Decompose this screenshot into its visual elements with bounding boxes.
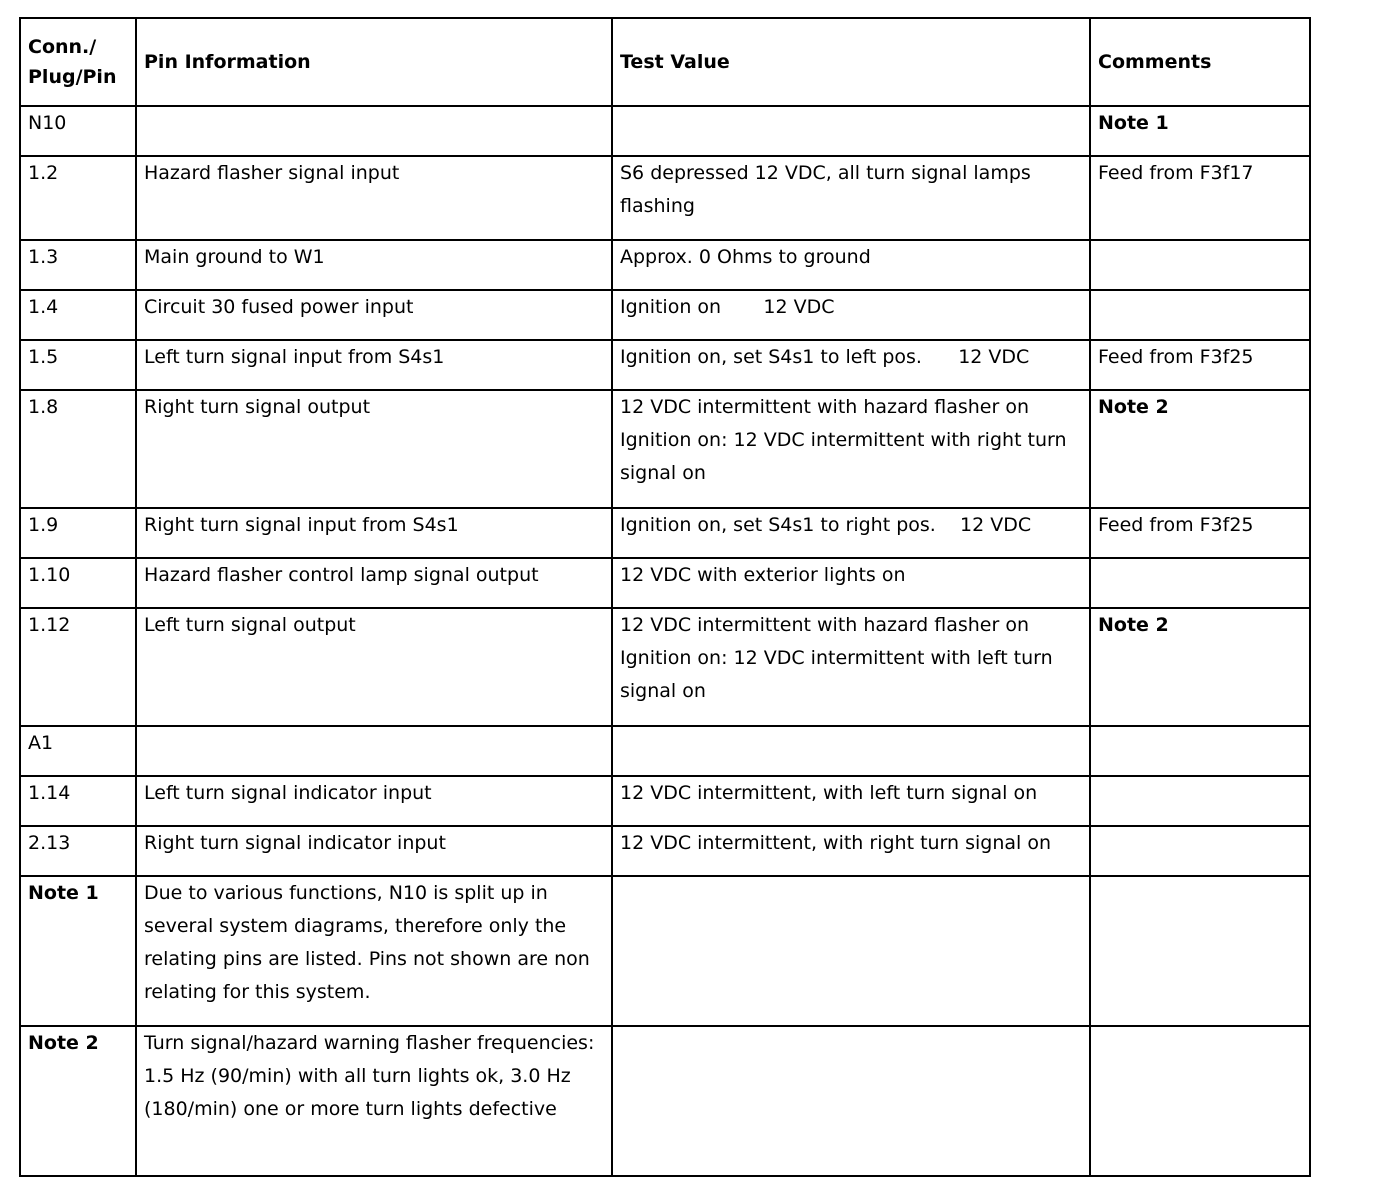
note-label: Note 2 xyxy=(20,1026,136,1176)
pin-cell: 1.4 xyxy=(20,290,136,340)
note-text: Turn signal/hazard warning flasher frequencies: 1.5 Hz (90/min) with all turn lights ok, 3.0 Hz (180/min) one or more turn lights defective xyxy=(136,1026,612,1176)
comment-cell: Feed from F3f17 xyxy=(1090,156,1310,240)
table-row xyxy=(20,776,1310,826)
test-cell xyxy=(612,106,1090,156)
pin-cell: N10 xyxy=(20,106,136,156)
test-cell: Ignition on, set S4s1 to right pos. 12 VDC xyxy=(612,508,1090,558)
comment-cell xyxy=(1090,290,1310,340)
comment-cell: Feed from F3f25 xyxy=(1090,340,1310,390)
empty-cell xyxy=(1090,1026,1310,1176)
comment-cell: Feed from F3f25 xyxy=(1090,508,1310,558)
table-row xyxy=(20,390,1310,508)
empty-cell xyxy=(612,876,1090,1026)
comment-cell: Note 2 xyxy=(1090,390,1310,508)
pin-cell: 1.3 xyxy=(20,240,136,290)
test-cell: Ignition on 12 VDC xyxy=(612,290,1090,340)
table-row xyxy=(20,240,1310,290)
header-pin-info: Pin Information xyxy=(136,18,612,106)
header-test-value: Test Value xyxy=(612,18,1090,106)
note-label: Note 1 xyxy=(20,876,136,1026)
note-row xyxy=(20,876,1310,1026)
header-row xyxy=(20,18,1310,106)
info-cell: Right turn signal indicator input xyxy=(136,826,612,876)
info-cell: Right turn signal output xyxy=(136,390,612,508)
comment-cell: Note 2 xyxy=(1090,608,1310,726)
comment-cell: Note 1 xyxy=(1090,106,1310,156)
pin-cell: 1.5 xyxy=(20,340,136,390)
table-row xyxy=(20,290,1310,340)
test-cell: 12 VDC with exterior lights on xyxy=(612,558,1090,608)
info-cell: Circuit 30 fused power input xyxy=(136,290,612,340)
pin-cell: 2.13 xyxy=(20,826,136,876)
test-cell: 12 VDC intermittent, with right turn signal on xyxy=(612,826,1090,876)
note-row xyxy=(20,1026,1310,1176)
pin-cell: 1.2 xyxy=(20,156,136,240)
comment-cell xyxy=(1090,726,1310,776)
info-cell: Right turn signal input from S4s1 xyxy=(136,508,612,558)
test-cell xyxy=(612,726,1090,776)
pin-cell: 1.14 xyxy=(20,776,136,826)
test-cell: 12 VDC intermittent with hazard flasher on Ignition on: 12 VDC intermittent with left turn signal on xyxy=(612,608,1090,726)
pin-cell: 1.8 xyxy=(20,390,136,508)
table-row xyxy=(20,156,1310,240)
pin-cell: 1.9 xyxy=(20,508,136,558)
empty-cell xyxy=(612,1026,1090,1176)
pin-test-table xyxy=(19,17,1311,1177)
info-cell: Left turn signal input from S4s1 xyxy=(136,340,612,390)
comment-cell xyxy=(1090,558,1310,608)
note-text: Due to various functions, N10 is split up in several system diagrams, therefore only the relating pins are listed. Pins not shown are non relating for this system. xyxy=(136,876,612,1026)
table-row xyxy=(20,106,1310,156)
header-comments: Comments xyxy=(1090,18,1310,106)
info-cell xyxy=(136,106,612,156)
info-cell xyxy=(136,726,612,776)
info-cell: Hazard flasher signal input xyxy=(136,156,612,240)
test-cell: Ignition on, set S4s1 to left pos. 12 VDC xyxy=(612,340,1090,390)
table-row xyxy=(20,508,1310,558)
pin-cell: 1.10 xyxy=(20,558,136,608)
comment-cell xyxy=(1090,240,1310,290)
pin-cell: 1.12 xyxy=(20,608,136,726)
table-row xyxy=(20,726,1310,776)
header-conn: Conn./ Plug/Pin xyxy=(20,18,136,106)
test-cell: 12 VDC intermittent, with left turn signal on xyxy=(612,776,1090,826)
table-row xyxy=(20,340,1310,390)
info-cell: Hazard flasher control lamp signal output xyxy=(136,558,612,608)
info-cell: Left turn signal output xyxy=(136,608,612,726)
test-cell: Approx. 0 Ohms to ground xyxy=(612,240,1090,290)
info-cell: Main ground to W1 xyxy=(136,240,612,290)
table-row xyxy=(20,826,1310,876)
comment-cell xyxy=(1090,776,1310,826)
pin-cell: A1 xyxy=(20,726,136,776)
table-row xyxy=(20,608,1310,726)
empty-cell xyxy=(1090,876,1310,1026)
info-cell: Left turn signal indicator input xyxy=(136,776,612,826)
comment-cell xyxy=(1090,826,1310,876)
test-cell: 12 VDC intermittent with hazard flasher on Ignition on: 12 VDC intermittent with right turn signal on xyxy=(612,390,1090,508)
test-cell: S6 depressed 12 VDC, all turn signal lamps flashing xyxy=(612,156,1090,240)
table-row xyxy=(20,558,1310,608)
